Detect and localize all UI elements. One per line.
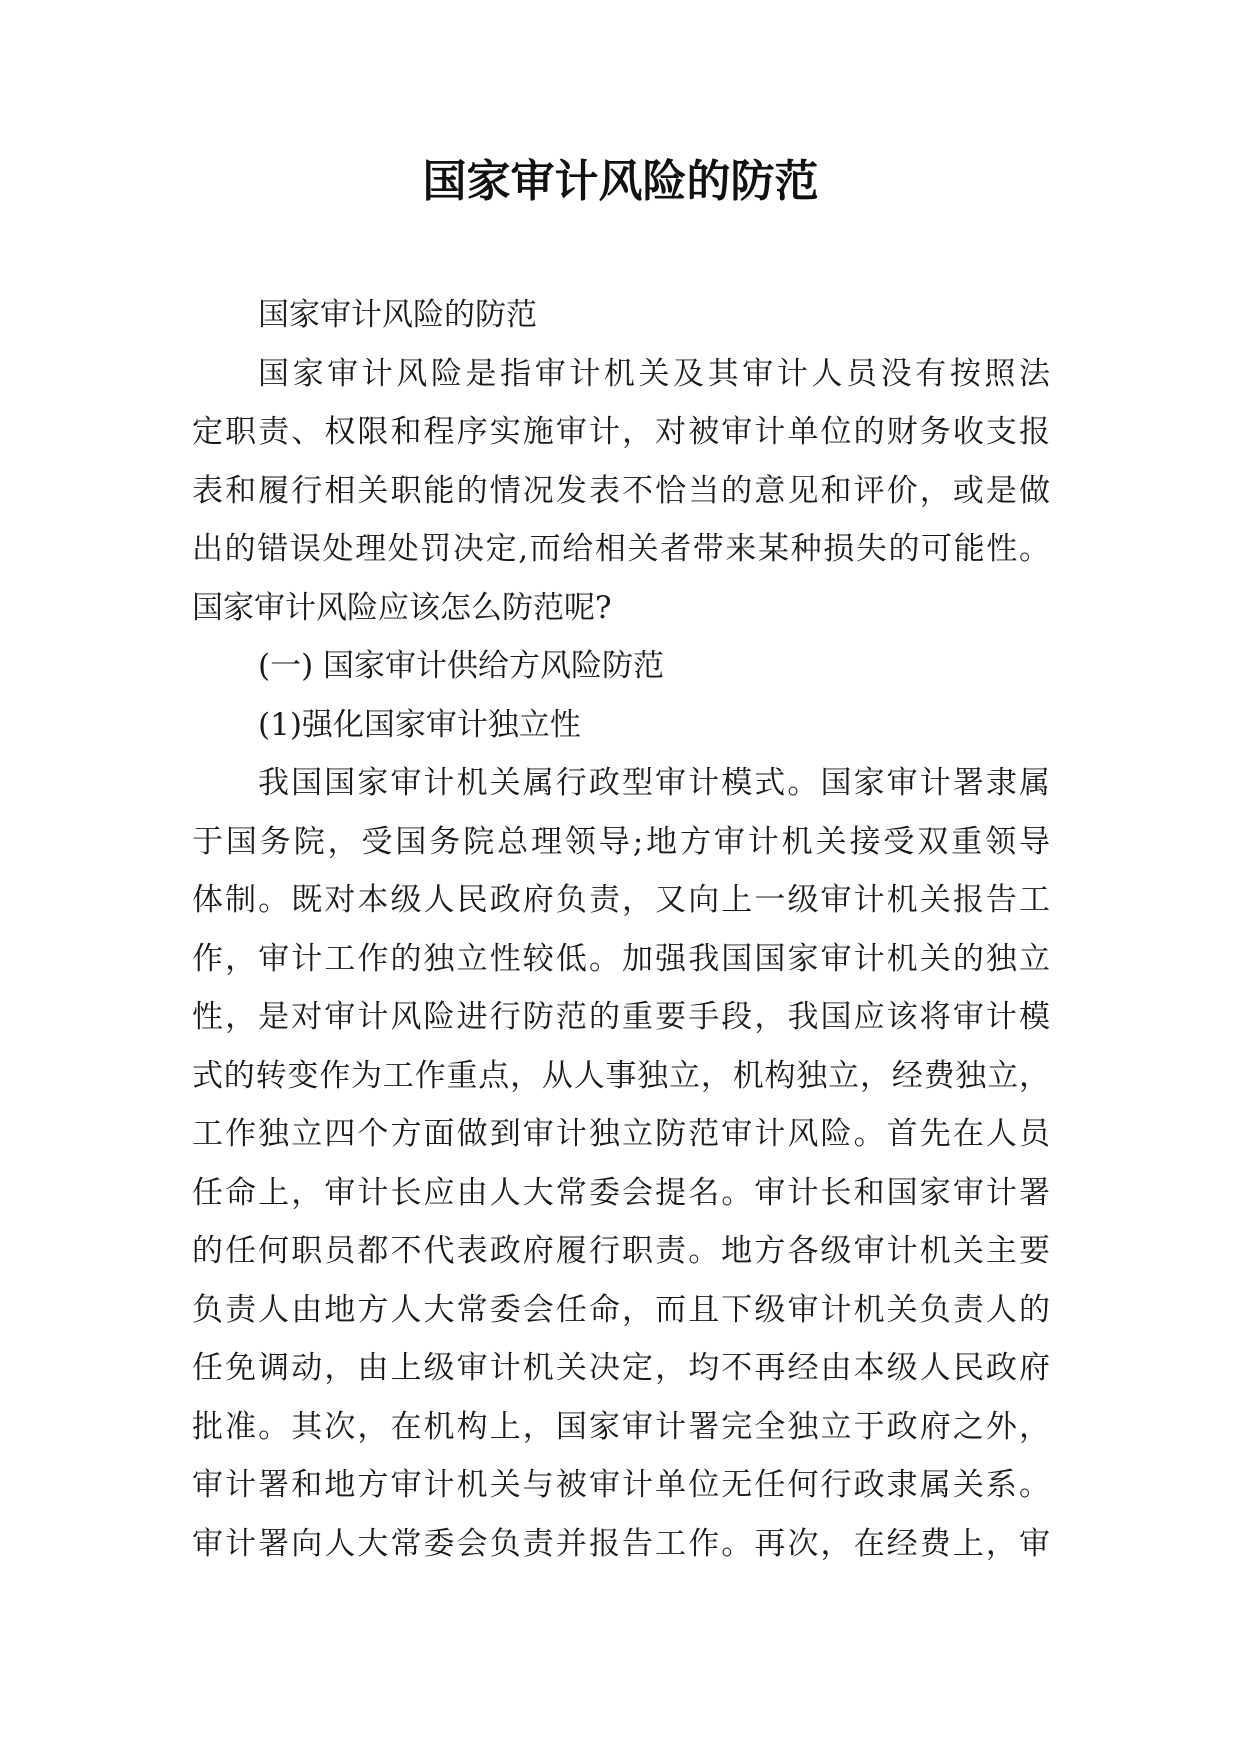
text-line: (1)强化国家审计独立性 (258, 706, 581, 743)
text-line: 式的转变作为工作重点，从人事独立，机构独立，经费独立， (192, 1057, 1050, 1094)
text-line: 作，审计工作的独立性较低。加强我国国家审计机关的独立 (192, 940, 1050, 977)
text-line: 国家审计风险是指审计机关及其审计人员没有按照法 (258, 355, 1050, 392)
text-line: 表和履行相关职能的情况发表不恰当的意见和评价，或是做 (192, 472, 1050, 509)
text-line: 我国国家审计机关属行政型审计模式。国家审计署隶属 (258, 765, 1050, 801)
text-line: 国家审计风险应该怎么防范呢? (192, 589, 612, 626)
document-title: 国家审计风险的防范 (422, 156, 819, 207)
paragraph-intro (192, 345, 1050, 638)
text-line: 任命上，审计长应由人大常委会提名。审计长和国家审计署 (192, 1174, 1050, 1211)
section-heading (192, 637, 1050, 696)
text-line: (一) 国家审计供给方风险防范 (258, 648, 665, 684)
text-line: 工作独立四个方面做到审计独立防范审计风险。首先在人员 (192, 1116, 1050, 1152)
paragraph-independence (192, 754, 1050, 1573)
text-line: 任免调动，由上级审计机关决定，均不再经由本级人民政府 (192, 1350, 1050, 1386)
text-line: 的任何职员都不代表政府履行职责。地方各级审计机关主要 (192, 1233, 1050, 1269)
text-line: 出的错误处理处罚决定,而给相关者带来某种损失的可能性。 (192, 531, 1050, 567)
text-line: 体制。既对本级人民政府负责，又向上一级审计机关报告工 (192, 882, 1050, 918)
text-line: 审计署向人大常委会负责并报告工作。再次，在经费上，审 (192, 1525, 1050, 1562)
paragraph-subtitle (192, 286, 1050, 345)
text-line: 定职责、权限和程序实施审计，对被审计单位的财务收支报 (192, 414, 1050, 450)
text-line: 负责人由地方人大常委会任命，而且下级审计机关负责人的 (192, 1291, 1050, 1328)
text-line: 国家审计风险的防范 (258, 297, 537, 333)
document-body (192, 286, 1050, 1573)
subsection-heading (192, 696, 1050, 755)
text-line: 批准。其次，在机构上，国家审计署完全独立于政府之外， (192, 1408, 1050, 1445)
text-line: 审计署和地方审计机关与被审计单位无任何行政隶属关系。 (192, 1467, 1050, 1503)
text-line: 性，是对审计风险进行防范的重要手段，我国应该将审计模 (192, 999, 1050, 1035)
text-line: 于国务院，受国务院总理领导;地方审计机关接受双重领导 (192, 823, 1050, 860)
